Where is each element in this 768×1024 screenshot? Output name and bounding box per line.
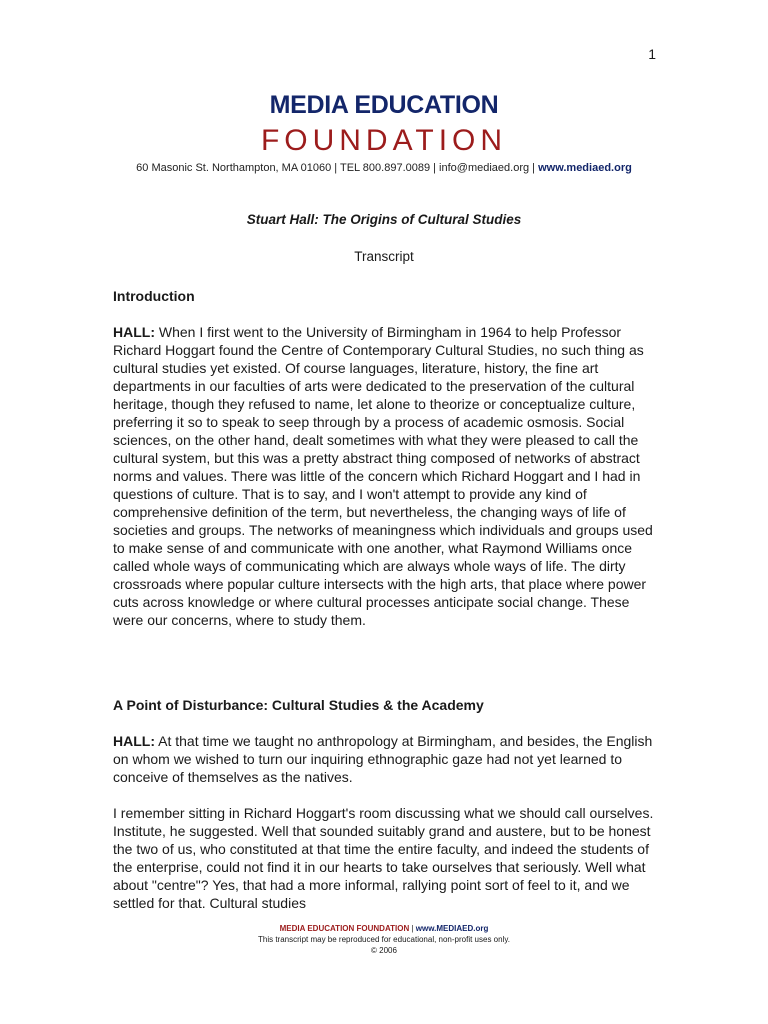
introduction-paragraph — [113, 323, 658, 629]
introduction-section — [113, 287, 658, 629]
footer-org-line — [0, 923, 768, 934]
page-footer — [0, 923, 768, 956]
website-link[interactable]: www.mediaed.org — [538, 162, 632, 174]
contact-address: 60 Masonic St. Northampton, MA 01060 | TEL 800.897.0089 | info@mediaed.org | — [136, 162, 539, 174]
disturbance-section — [113, 696, 658, 912]
introduction-text: When I first went to the University of Birmingham in 1964 to help Professor Richard Hoggart found the Centre of Contemporary Cultural Studies, no such thing as cultural studies yet existed. Of course languages, literature, history, the fine art departments in our faculties of arts were dedicated to the preservation of the cultural heritage, though they refused to name, let alone to theorize or conceptualize culture, preferring it so to speak to seep through by a process of academic osmosis. Social sciences, on the other hand, dealt sometimes with what they were pleased to call the cultural system, but this was a pretty abstract thing composed of networks of abstract norms and values. There was little of the concern which Richard Hoggart and I had in questions of culture. That is to say, and I won't attempt to provide any kind of comprehensive definition of the term, but nevertheless, the changing ways of life of societies and groups. The networks of meaningness which individuals and groups used to make sense of and communicate with one another, what Raymond Williams once called whole ways of communicating which are always whole ways of life. The dirty crossroads where popular culture intersects with the high arts, that place where power cuts across knowledge or where cultural processes anticipate social change. These were our concerns, where to study them. — [113, 324, 653, 628]
footer-org: MEDIA EDUCATION FOUNDATION — [279, 924, 410, 933]
brand-line-foundation: FOUNDATION — [260, 124, 508, 157]
footer-url-link[interactable]: www.MEDIAED.org — [415, 924, 489, 933]
speaker-label: HALL: — [113, 324, 155, 340]
footer-separator: | — [409, 924, 416, 933]
disturbance-paragraph-2: I remember sitting in Richard Hoggart's room discussing what we should call ourselves. Institute, he suggested. Well that sounded suitably grand and austere, but to be honest the two of us, who constituted at that time the entire faculty, and indeed the students of the enterprise, could not find it in our hearts to take ourselves that seriously. Well what about "centre"? Yes, that had a more informal, rallying point sort of feel to it, and we settled for that. Cultural studies — [113, 805, 654, 911]
speaker-label: HALL: — [113, 733, 155, 749]
brand-line-media-education: MEDIA EDUCATION — [269, 91, 499, 119]
contact-line — [0, 162, 768, 174]
document-subtitle: Transcript — [354, 249, 414, 264]
section-heading-disturbance: A Point of Disturbance: Cultural Studies & the Academy — [113, 697, 484, 713]
brand-logo — [0, 90, 768, 159]
footer-notice: This transcript may be reproduced for educational, non-profit uses only. — [258, 935, 510, 944]
footer-copyright: © 2006 — [371, 946, 397, 955]
document-title: Stuart Hall: The Origins of Cultural Studies — [246, 212, 522, 227]
section-heading-introduction: Introduction — [113, 288, 195, 304]
disturbance-paragraph — [113, 732, 658, 786]
page-number: 1 — [648, 46, 656, 62]
disturbance-text: At that time we taught no anthropology at Birmingham, and besides, the English on whom we wished to turn our inquiring ethnographic gaze had not yet learned to conceive of themselves as the natives. — [113, 733, 653, 785]
